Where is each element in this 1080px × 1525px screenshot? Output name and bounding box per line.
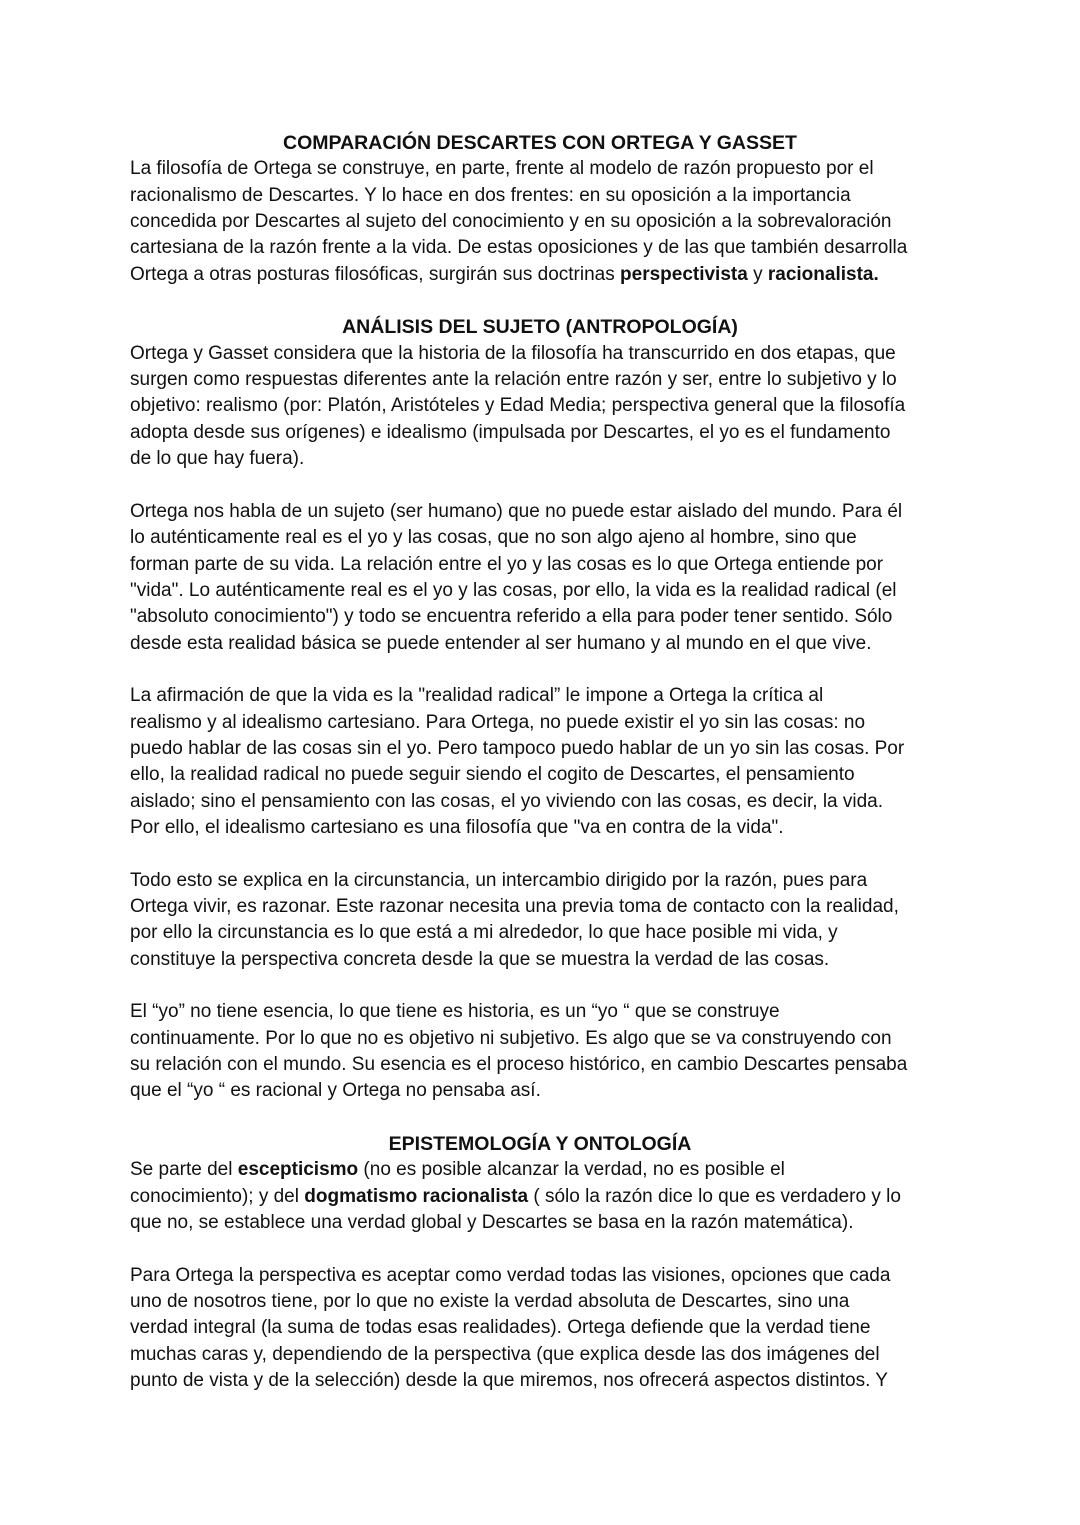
blank-line xyxy=(130,841,960,867)
text-segment: y xyxy=(747,263,768,285)
text-line xyxy=(130,1263,960,1289)
text-segment: surgen como respuestas diferentes ante la relación entre razón y ser, entre lo subjetivo y lo xyxy=(130,369,897,391)
text-line xyxy=(130,367,960,393)
text-line xyxy=(130,183,960,209)
text-segment: por ello la circunstancia es lo que está a mi alrededor, lo que hace posible mi vida, y xyxy=(130,922,838,944)
text-segment: muchas caras y, dependiendo de la perspectiva (que explica desde las dos imágenes del xyxy=(130,1343,880,1365)
text-line xyxy=(130,604,960,630)
text-line xyxy=(130,815,960,841)
paragraph xyxy=(130,1157,960,1236)
text-line xyxy=(130,999,960,1025)
text-line xyxy=(130,868,960,894)
text-line xyxy=(130,894,960,920)
paragraph xyxy=(130,341,960,473)
text-segment: adopta desde sus orígenes) e idealismo (impulsada por Descartes, el yo es el fundamento xyxy=(130,421,891,443)
text-line xyxy=(130,525,960,551)
text-segment: realismo y al idealismo cartesiano. Para Ortega, no puede existir el yo sin las cosas: no xyxy=(130,711,866,733)
text-line xyxy=(130,1210,960,1236)
paragraph xyxy=(130,999,960,1104)
text-line xyxy=(130,1315,960,1341)
text-line xyxy=(130,235,960,261)
text-segment: lo auténticamente real es el yo y las cosas, que no son algo ajeno al hombre, sino que xyxy=(130,527,857,549)
text-segment: concedida por Descartes al sujeto del conocimiento y en su oposición a la sobrevaloración xyxy=(130,211,892,233)
text-line xyxy=(130,1184,960,1210)
paragraph xyxy=(130,499,960,657)
blank-line xyxy=(130,657,960,683)
text-segment: "vida". Lo auténticamente real es el yo y las cosas, por ello, la vida es la realidad radical (el xyxy=(130,579,897,601)
paragraph xyxy=(130,683,960,841)
text-segment: que no, se establece una verdad global y Descartes se basa en la razón matemática). xyxy=(130,1212,854,1234)
text-line xyxy=(130,262,960,288)
text-line xyxy=(130,393,960,419)
text-segment: Por ello, el idealismo cartesiano es una filosofía que "va en contra de la vida". xyxy=(130,816,784,838)
text-segment: racionalismo de Descartes. Y lo hace en dos frentes: en su oposición a la importancia xyxy=(130,184,851,206)
text-segment: ( sólo la razón dice lo que es verdadero y lo xyxy=(528,1185,901,1207)
text-segment: Para Ortega la perspectiva es aceptar como verdad todas las visiones, opciones que cada xyxy=(130,1264,891,1286)
text-line xyxy=(130,710,960,736)
section-heading: COMPARACIÓN DESCARTES CON ORTEGA Y GASSET xyxy=(283,132,797,154)
text-segment: puedo hablar de las cosas sin el yo. Pero tampoco puedo hablar de un yo sin las cosas. Por xyxy=(130,737,905,759)
blank-line xyxy=(130,1105,960,1131)
text-segment: Se parte del xyxy=(130,1159,238,1181)
text-segment: La afirmación de que la vida es la "realidad radical” le impone a Ortega la crítica al xyxy=(130,685,824,707)
text-segment: verdad integral (la suma de todas esas realidades). Ortega defiende que la verdad tiene xyxy=(130,1317,871,1339)
document-page xyxy=(130,130,960,1395)
text-line xyxy=(130,920,960,946)
text-segment: que el “yo “ es racional y Ortega no pensaba así. xyxy=(130,1080,541,1102)
text-segment: Todo esto se explica en la circunstancia, un intercambio dirigido por la razón, pues para xyxy=(130,869,868,891)
section-heading: ANÁLISIS DEL SUJETO (ANTROPOLOGÍA) xyxy=(342,316,738,339)
text-segment: La filosofía de Ortega se construye, en parte, frente al modelo de razón propuesto por el xyxy=(130,158,874,180)
text-line xyxy=(130,578,960,604)
text-line xyxy=(130,156,960,182)
text-segment: punto de vista y de la selección) desde la que miremos, nos ofrecerá aspectos distintos. Y xyxy=(130,1370,888,1392)
text-line xyxy=(130,341,960,367)
text-segment: Ortega vivir, es razonar. Este razonar necesita una previa toma de contacto con la realidad, xyxy=(130,895,899,917)
blank-line xyxy=(130,472,960,498)
text-segment: cartesiana de la razón frente a la vida. De estas oposiciones y de las que también desarrolla xyxy=(130,237,908,259)
text-segment: forman parte de su vida. La relación entre el yo y las cosas es lo que Ortega entiende por xyxy=(130,553,884,575)
bold-term: escepticismo xyxy=(237,1159,359,1181)
text-line xyxy=(130,1368,960,1394)
text-line xyxy=(130,631,960,657)
text-segment: uno de nosotros tiene, por lo que no existe la verdad absoluta de Descartes, sino una xyxy=(130,1291,850,1313)
text-segment: continuamente. Por lo que no es objetivo ni subjetivo. Es algo que se va construyendo con xyxy=(130,1027,892,1049)
text-segment: El “yo” no tiene esencia, lo que tiene es historia, es un “yo “ que se construye xyxy=(130,1001,780,1023)
blank-line xyxy=(130,1236,960,1262)
text-segment: conocimiento); y del xyxy=(130,1185,305,1207)
text-line xyxy=(130,736,960,762)
text-line xyxy=(130,789,960,815)
text-segment: aislado; sino el pensamiento con las cosas, el yo viviendo con las cosas, es decir, la vida. xyxy=(130,790,884,812)
text-line xyxy=(130,1078,960,1104)
text-line xyxy=(130,683,960,709)
text-line xyxy=(130,947,960,973)
text-line xyxy=(130,1342,960,1368)
text-line xyxy=(130,552,960,578)
blank-line xyxy=(130,288,960,314)
text-line xyxy=(130,1289,960,1315)
text-segment: constituye la perspectiva concreta desde la que se muestra la verdad de las cosas. xyxy=(130,948,830,970)
bold-term: racionalista. xyxy=(767,263,879,285)
text-line xyxy=(130,762,960,788)
text-segment: objetivo: realismo (por: Platón, Aristóteles y Edad Media; perspectiva general que la filosofía xyxy=(130,395,906,417)
text-segment: "absoluto conocimiento") y todo se encuentra referido a ella para poder tener sentido. Sólo xyxy=(130,606,893,628)
text-segment: su relación con el mundo. Su esencia es el proceso histórico, en cambio Descartes pensaba xyxy=(130,1054,908,1076)
section-heading: EPISTEMOLOGÍA Y ONTOLOGÍA xyxy=(388,1133,692,1156)
paragraph xyxy=(130,868,960,973)
text-segment: Ortega a otras posturas filosóficas, surgirán sus doctrinas xyxy=(130,263,621,285)
text-line xyxy=(130,499,960,525)
text-segment: Ortega nos habla de un sujeto (ser humano) que no puede estar aislado del mundo. Para él xyxy=(130,500,903,522)
text-line xyxy=(130,1052,960,1078)
text-line xyxy=(130,420,960,446)
paragraph xyxy=(130,156,960,288)
bold-term: perspectivista xyxy=(620,263,748,285)
text-segment: de lo que hay fuera). xyxy=(130,448,305,470)
text-segment: ello, la realidad radical no puede seguir siendo el cogito de Descartes, el pensamiento xyxy=(130,764,855,786)
text-line xyxy=(130,446,960,472)
text-line xyxy=(130,1157,960,1183)
text-segment: Ortega y Gasset considera que la historia de la filosofía ha transcurrido en dos etapas, que xyxy=(130,342,896,364)
text-line xyxy=(130,1026,960,1052)
text-line xyxy=(130,209,960,235)
blank-line xyxy=(130,973,960,999)
text-segment: (no es posible alcanzar la verdad, no es posible el xyxy=(358,1159,785,1181)
text-segment: desde esta realidad básica se puede entender al ser humano y al mundo en el que vive. xyxy=(130,632,872,654)
paragraph xyxy=(130,1263,960,1395)
bold-term: dogmatismo racionalista xyxy=(304,1185,529,1207)
